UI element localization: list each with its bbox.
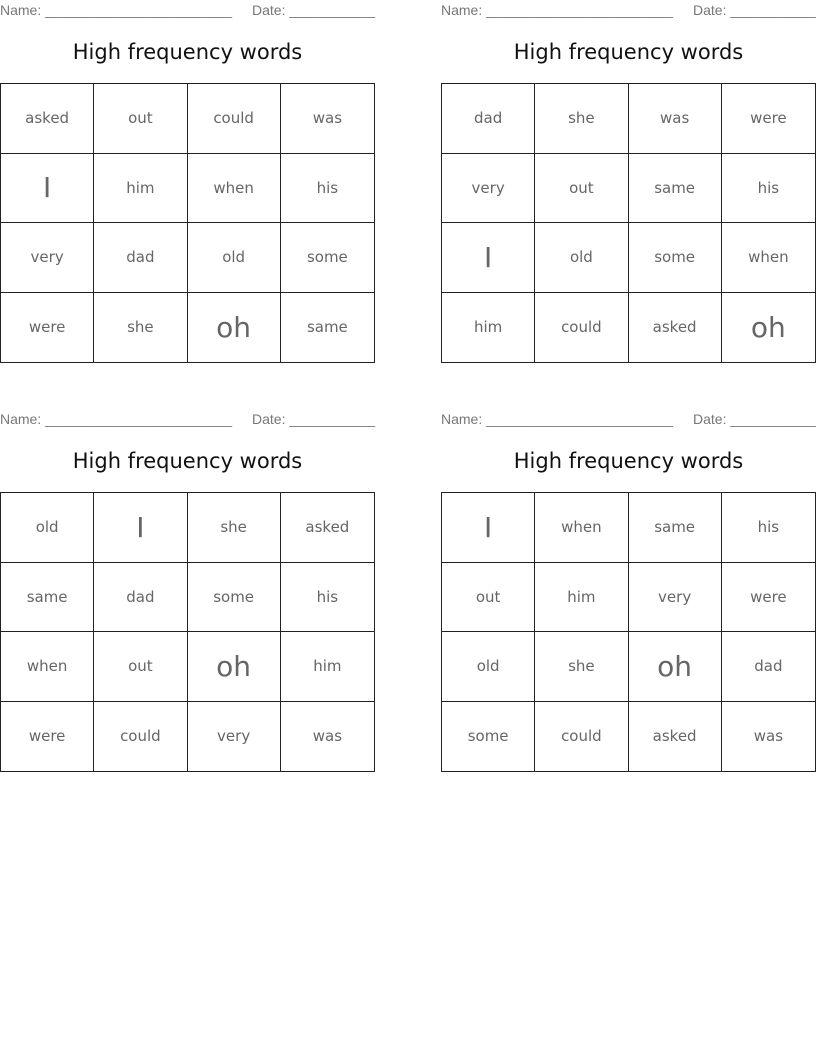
- word-cell: asked: [629, 293, 722, 363]
- word-cell: dad: [442, 84, 535, 154]
- word-grid: [0, 83, 375, 363]
- word-cell: his: [722, 154, 815, 224]
- word-cell: same: [629, 493, 722, 563]
- card-title: High frequency words: [72, 40, 303, 64]
- word-cell: same: [1, 563, 94, 633]
- word-cell: could: [188, 84, 281, 154]
- word-cell: she: [535, 84, 628, 154]
- word-cell: out: [94, 632, 187, 702]
- word-cell: when: [188, 154, 281, 224]
- word-cell: very: [442, 154, 535, 224]
- word-cell: asked: [1, 84, 94, 154]
- word-cell: his: [281, 154, 374, 224]
- word-cell: were: [1, 293, 94, 363]
- word-cell: very: [1, 223, 94, 293]
- word-cell: old: [188, 223, 281, 293]
- word-cell: his: [722, 493, 815, 563]
- header-fields: [441, 411, 816, 429]
- card-title: High frequency words: [72, 449, 303, 473]
- word-cell: oh: [750, 310, 786, 344]
- word-cell: were: [722, 563, 815, 633]
- word-cell: could: [535, 702, 628, 772]
- header-fields: [0, 2, 375, 20]
- name-field: Name: ________________________: [441, 411, 673, 427]
- word-cell: some: [188, 563, 281, 633]
- date-field: Date: ___________: [693, 2, 816, 18]
- header-fields: [0, 411, 375, 429]
- word-cell: I: [1, 154, 94, 224]
- word-cell: out: [535, 154, 628, 224]
- word-cell: when: [535, 493, 628, 563]
- word-cell: some: [629, 223, 722, 293]
- word-grid: [441, 492, 816, 772]
- word-cell: oh: [188, 632, 281, 702]
- word-cell: oh: [188, 293, 281, 363]
- word-cell: dad: [722, 632, 815, 702]
- word-cell: dad: [94, 223, 187, 293]
- word-cell: I: [442, 223, 535, 293]
- word-cell: were: [1, 702, 94, 772]
- word-cell: same: [306, 318, 348, 337]
- name-field: Name: ________________________: [441, 2, 673, 18]
- word-cell: him: [281, 632, 374, 702]
- word-cell: she: [188, 493, 281, 563]
- header-fields: [441, 2, 816, 20]
- date-field: Date: ___________: [252, 411, 375, 427]
- word-cell: some: [281, 223, 374, 293]
- word-cell: could: [535, 293, 628, 363]
- word-cell: him: [535, 563, 628, 633]
- word-cell: was: [753, 727, 784, 746]
- word-cell: some: [442, 702, 535, 772]
- card-title: High frequency words: [513, 449, 744, 473]
- word-cell: out: [94, 84, 187, 154]
- word-cell: I: [94, 493, 187, 563]
- word-cell: him: [94, 154, 187, 224]
- word-cell: out: [442, 563, 535, 633]
- word-cell: same: [629, 154, 722, 224]
- date-field: Date: ___________: [693, 411, 816, 427]
- word-cell: could: [94, 702, 187, 772]
- name-field: Name: ________________________: [0, 2, 232, 18]
- word-cell: his: [281, 563, 374, 633]
- word-cell: I: [442, 493, 535, 563]
- word-cell: dad: [94, 563, 187, 633]
- word-cell: asked: [281, 493, 374, 563]
- word-cell: him: [442, 293, 535, 363]
- word-cell: asked: [629, 702, 722, 772]
- word-grid: [441, 83, 816, 363]
- word-cell: when: [722, 223, 815, 293]
- word-cell: was: [629, 84, 722, 154]
- date-field: Date: ___________: [252, 2, 375, 18]
- word-cell: she: [94, 293, 187, 363]
- word-cell: old: [535, 223, 628, 293]
- word-cell: oh: [629, 632, 722, 702]
- word-cell: old: [1, 493, 94, 563]
- word-cell: was: [312, 727, 343, 746]
- word-grid: [0, 492, 375, 772]
- word-cell: very: [188, 702, 281, 772]
- word-cell: very: [629, 563, 722, 633]
- word-cell: when: [1, 632, 94, 702]
- name-field: Name: ________________________: [0, 411, 232, 427]
- word-cell: old: [442, 632, 535, 702]
- word-cell: she: [535, 632, 628, 702]
- card-title: High frequency words: [513, 40, 744, 64]
- word-cell: was: [281, 84, 374, 154]
- word-cell: were: [722, 84, 815, 154]
